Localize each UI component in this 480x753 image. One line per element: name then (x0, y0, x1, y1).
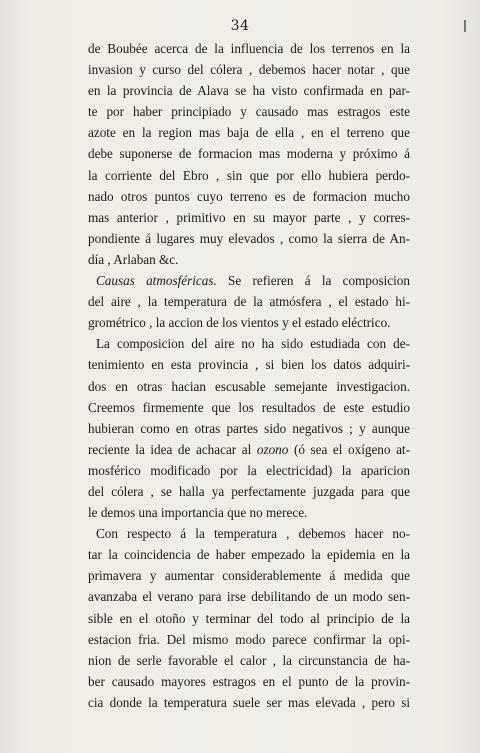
text-line (88, 291, 410, 312)
text-fragment: tenimiento en esta provincia , si bien los datos adquiri- (88, 357, 410, 373)
text-fragment: invasion y curso del cólera , debemos hacer notar , que (88, 62, 410, 78)
text-fragment: pondiente á lugares muy elevados , como la sierra de An- (88, 230, 410, 246)
text-line (88, 439, 410, 460)
text-fragment: tar la coincidencia de haber empezado la epidemia en la (88, 547, 410, 563)
text-fragment: te por haber principiado y causado mas estragos este (88, 104, 410, 120)
text-fragment: del aire , la temperatura de la atmósfera , el estado hi- (88, 294, 410, 310)
text-fragment: nado otros puntos cuyo terreno es de formacion mucho (88, 188, 410, 204)
text-line (88, 186, 410, 207)
text-fragment: avanzaba el verano para irse debilitando de un modo sen- (88, 589, 410, 605)
text-line (88, 228, 410, 249)
text-fragment: día , Arlaban &c. (88, 251, 179, 267)
text-line (88, 418, 410, 439)
text-fragment: la corriente del Ebro , sin que por ello hubiera perdo- (88, 167, 410, 183)
text-fragment: Con respecto á la temperatura , debemos hacer no- (96, 526, 410, 542)
text-line (88, 101, 410, 122)
text-line (88, 671, 410, 692)
text-fragment: hubieran como en otras partes sido negativos ; y aunque (88, 420, 410, 436)
text-line (88, 354, 410, 375)
text-line (88, 565, 410, 586)
text-line (88, 59, 410, 80)
text-fragment: de Boubée acerca de la influencia de los terrenos en la (88, 41, 410, 56)
text-fragment: (ó sea el oxígeno at- (288, 441, 410, 457)
text-fragment: grométrico , la accion de los vientos y el estado eléctrico. (88, 315, 391, 331)
text-line (88, 80, 410, 101)
text-fragment: mosférico modificado por la electricidad) la aparicion (88, 462, 410, 478)
page-number: 34 (230, 18, 250, 34)
text-fragment: cia donde la temperatura suele ser mas elevada , pero si (88, 694, 410, 710)
text-line (88, 165, 410, 186)
text-line (88, 502, 410, 523)
text-line (88, 397, 410, 418)
text-line (88, 692, 410, 713)
text-line (88, 523, 410, 544)
text-fragment: sible en el otoño y terminar del todo al principio de la (88, 610, 410, 626)
text-line (88, 608, 410, 629)
text-line (88, 312, 410, 333)
text-fragment: primavera y aumentar considerablemente á medida que (88, 568, 410, 584)
text-line (88, 207, 410, 228)
text-line (88, 376, 410, 397)
text-fragment: nion de serle favorable el calor , la circunstancia de ha- (88, 652, 410, 668)
text-fragment: del cólera , se halla ya perfectamente juzgada para que (88, 483, 410, 499)
text-line (88, 122, 410, 143)
text-line (88, 333, 410, 354)
section-heading: Causas atmosféricas. (96, 273, 217, 289)
text-fragment: azote en la region mas baja de ella , en el terreno que (88, 125, 410, 141)
text-fragment: en la provincia de Alava se ha visto confirmada en par- (88, 83, 410, 99)
text-line (88, 143, 410, 164)
text-line (88, 586, 410, 607)
text-fragment: dos en otras hacian escusable semejante investigacion. (88, 378, 410, 394)
body-text (88, 38, 410, 713)
text-line (88, 249, 410, 270)
text-fragment: reciente la idea de achacar al (88, 441, 257, 457)
text-line (88, 38, 410, 59)
text-fragment: ber causado mayores estragos en el punto de la provin- (88, 673, 410, 689)
text-fragment: debe suponerse de formacion mas moderna y próximo á (88, 146, 410, 162)
text-fragment: La composicion del aire no ha sido estudiada con de- (96, 336, 410, 352)
text-line (88, 629, 410, 650)
text-fragment: Creemos firmemente que los resultados de este estudio (88, 399, 410, 415)
text-line (88, 270, 410, 291)
text-fragment: mas anterior , primitivo en su mayor parte , y corres- (88, 209, 410, 225)
text-line (88, 460, 410, 481)
text-line (88, 481, 410, 502)
text-fragment: Se refieren á la composicion (216, 273, 410, 289)
text-line (88, 544, 410, 565)
text-line (88, 650, 410, 671)
text-fragment: estacion fria. Del mismo modo parece confirmar la opi- (88, 631, 410, 647)
text-fragment: le demos una importancia que no merece. (88, 505, 308, 521)
emphasis-term: ozono (256, 441, 289, 457)
